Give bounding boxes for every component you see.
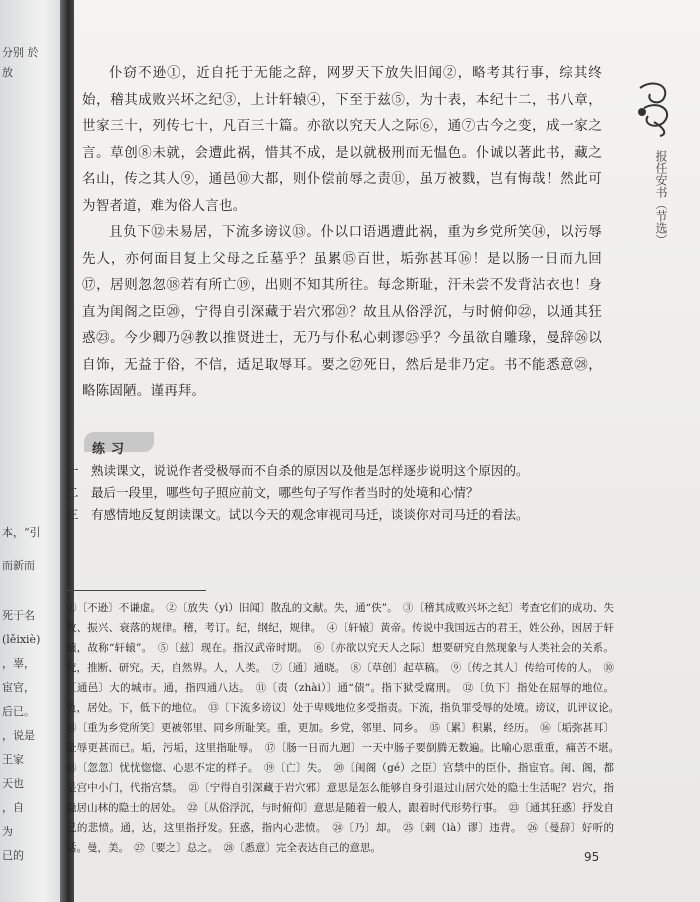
paragraph: 仆窃不逊①，近自托于无能之辞，网罗天下放失旧闻②，略考其行事，综其终始，稽其成败兴坏之纪③，上计轩辕④，下至于兹⑤，为十表，本纪十二，书八章，世家三十，列传七十，凡百三十篇。亦欲以究天人之际⑥，通⑦古今之变，成一家之言。草创⑧未就，会遭此祸，惜其不成，是以就极刑而无愠色。仆诚以著此书，藏之名山，传之其人⑨，通邑⑩大都，则仆偿前辱之责⑪，虽万被戮，岂有悔哉！然此可为智者道，难为俗人言也。 [82,65,602,214]
left-page-fragment: 而新而 [2,559,35,572]
question-number: 二 [66,485,79,500]
left-page-fragment: 天也 [2,777,24,790]
paragraph: 且负下⑫未易居，下流多谤议⑬。仆以口语遇遭此祸，重为乡党所笑⑭，以污辱先人，亦何面目复上父母之丘墓乎？虽累⑮百世，垢弥甚耳⑯！是以肠一日而九回⑰，居则忽忽⑱若有所亡⑲，出则不知其所往。每念斯耻，汗未尝不发背沾衣也！身直为闺阁之臣⑳，宁得自引深藏于岩穴邪㉑？故且从俗浮沉，与时俯仰㉒，以通其狂惑㉓。今少卿乃㉔教以推贤进士，无乃与仆私心剌谬㉕乎？今虽欲自雕瑑，曼辞㉖以自饰，无益于俗，不信，适足取辱耳。要之㉗死日，然后是非乃定。书不能悉意㉘，略陈固陋。谨再拜。 [82,224,602,399]
question-text: 有感情地反复朗读课文。试以今天的观念审视司马迁，谈谈你对司马迁的看法。 [91,507,529,522]
lesson-title: 报任安书（节选） [654,150,668,246]
left-page-fragment: (lěixiè) [2,633,41,646]
main-text [82,60,602,405]
practice-heading: 练习 [92,442,131,457]
left-page-fragment: ，自 [2,801,24,814]
left-page-fragment: 王家 [2,753,24,766]
left-page-fragment: 本，“引 [2,526,41,539]
footnotes: ①〔不逊〕不谦虚。 ②〔放失（yì）旧闻〕散乱的文献。失，通“佚”。 ③〔稽其成败兴坏之纪〕考查它们的成功、失败、振兴、衰落的规律。稽，考订。纪，纲纪，规律。 ④〔轩辕〕黄帝。传说中我国远古的君王，姓公孙，因居于轩辕，故称“轩辕”。 ⑤〔兹〕现在。指汉武帝时期。 ⑥〔亦欲以究天人之际〕想要研究自然现象与人类社会的关系。究，推断、研究。天，自然界。人，人类。 ⑦〔通〕通晓。 ⑧〔草创〕起草稿。 ⑨〔传之其人〕传给可传的人。 ⑩〔通邑〕大的城市。通，指四通八达。 ⑪〔责（zhài）〕通“债”。指下狱受腐刑。 ⑫〔负下〕指处在屈辱的地位。负，居处。下，低下的地位。 ⑬〔下流多谤议〕处于卑贱地位多受指责。下流，指负罪受辱的处境。谤议，讥评议论。 ⑭〔重为乡党所笑〕更被邻里、同乡所耻笑。重，更加。乡党，邻里、同乡。 ⑮〔累〕积累，经历。 ⑯〔垢弥甚耳〕耻辱更甚而已。垢，污垢，这里指耻辱。 ⑰〔肠一日而九迴〕一天中肠子要倒腾无数遍。比喻心思重重，痛苦不堪。 ⑱〔忽忽〕忧忧惚惚、心思不定的样子。 ⑲〔亡〕失。 ⑳〔闺阁（gé）之臣〕宫禁中的臣仆，指宦官。闺、阁，都是宫中小门，代指宫禁。 ㉑〔宁得自引深藏于岩穴邪〕意思是怎么能够自身引退过山居穴处的隐士生活呢？岩穴，指隐居山林的隐士的居处。 ㉒〔从俗浮沉，与时俯仰〕意思是随着一般人，跟着时代形势行事。 ㉓〔通其狂惑〕抒发自己的悲愤。通，达，这里指抒发。狂惑，指内心悲愤。 ㉔〔乃〕却。 ㉕〔剌（là）谬〕违背。 ㉖〔曼辞〕好听的话。曼，美。 ㉗〔要之〕总之。 ㉘〔悉意〕完全表达自己的意思。 [66,602,625,854]
decorative-ornament-icon [634,78,678,138]
footnote-divider [66,590,206,591]
left-page-fragment: 后已。 [2,705,35,718]
question-number: 三 [66,507,79,522]
left-page-fragment: ，辜， [2,657,35,670]
question-item [66,482,606,504]
page-number: 95 [584,850,600,864]
left-page-fragment: 宦官， [2,681,35,694]
left-page-fragment: 死于名 [2,609,35,622]
question-number: 一 [66,463,79,478]
left-page-fragment: 为 [2,825,13,838]
left-page-fragment: 分别 於 [2,46,39,59]
question-item [66,504,606,526]
left-page-fragment: 放 [2,66,17,79]
question-text: 熟读课文，说说作者受极辱而不自杀的原因以及他是怎样逐步说明这个原因的。 [91,463,529,478]
left-page-fragment: 已的 [2,849,24,862]
question-list [66,460,606,526]
textbook-page [66,0,700,902]
question-text: 最后一段里，哪些句子照应前文，哪些句子写作者当时的处境和心情？ [91,485,479,500]
question-item [66,460,606,482]
left-page-fragment: ，说是 [2,729,35,742]
